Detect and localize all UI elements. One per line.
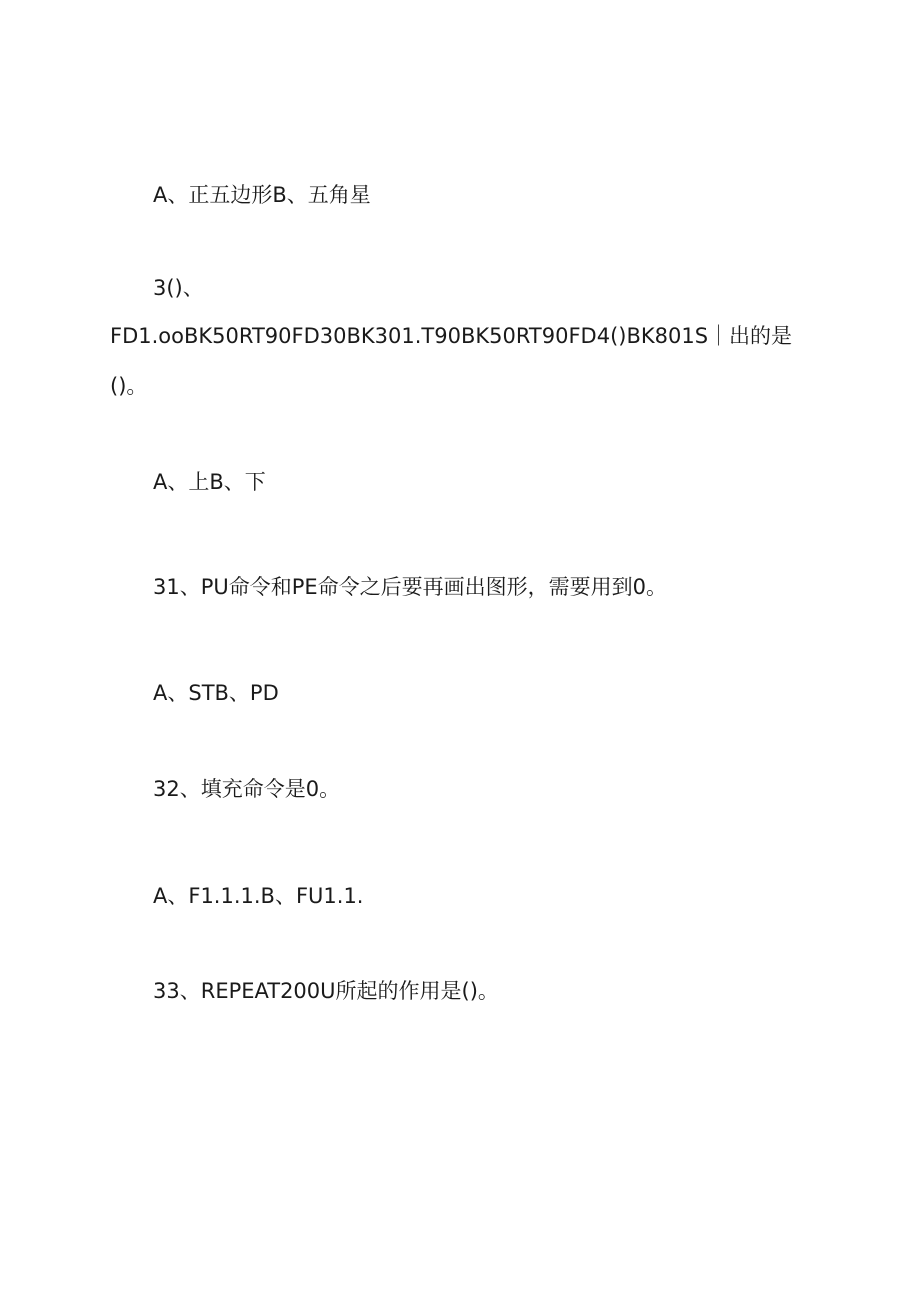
question-number-3: 3()、 xyxy=(153,276,204,300)
option-line-pen: A、STB、PD xyxy=(153,681,279,705)
option-line-shapes: A、正五边形B、五角星 xyxy=(153,183,371,207)
question-32: 32、填充命令是0。 xyxy=(153,777,341,801)
command-sequence-line: FD1.ooBK50RT90FD30BK301.T90BK50RT90FD4()BK801S｜出的是 xyxy=(110,324,793,348)
question-31: 31、PU命令和PE命令之后要再画出图形，需要用到0。 xyxy=(153,575,668,599)
question-blank-line: ()。 xyxy=(110,374,148,398)
question-33: 33、REPEAT200U所起的作用是()。 xyxy=(153,979,499,1003)
option-line-fill: A、F1.1.1.B、FU1.1. xyxy=(153,884,364,908)
option-line-direction: A、上B、下 xyxy=(153,470,266,494)
